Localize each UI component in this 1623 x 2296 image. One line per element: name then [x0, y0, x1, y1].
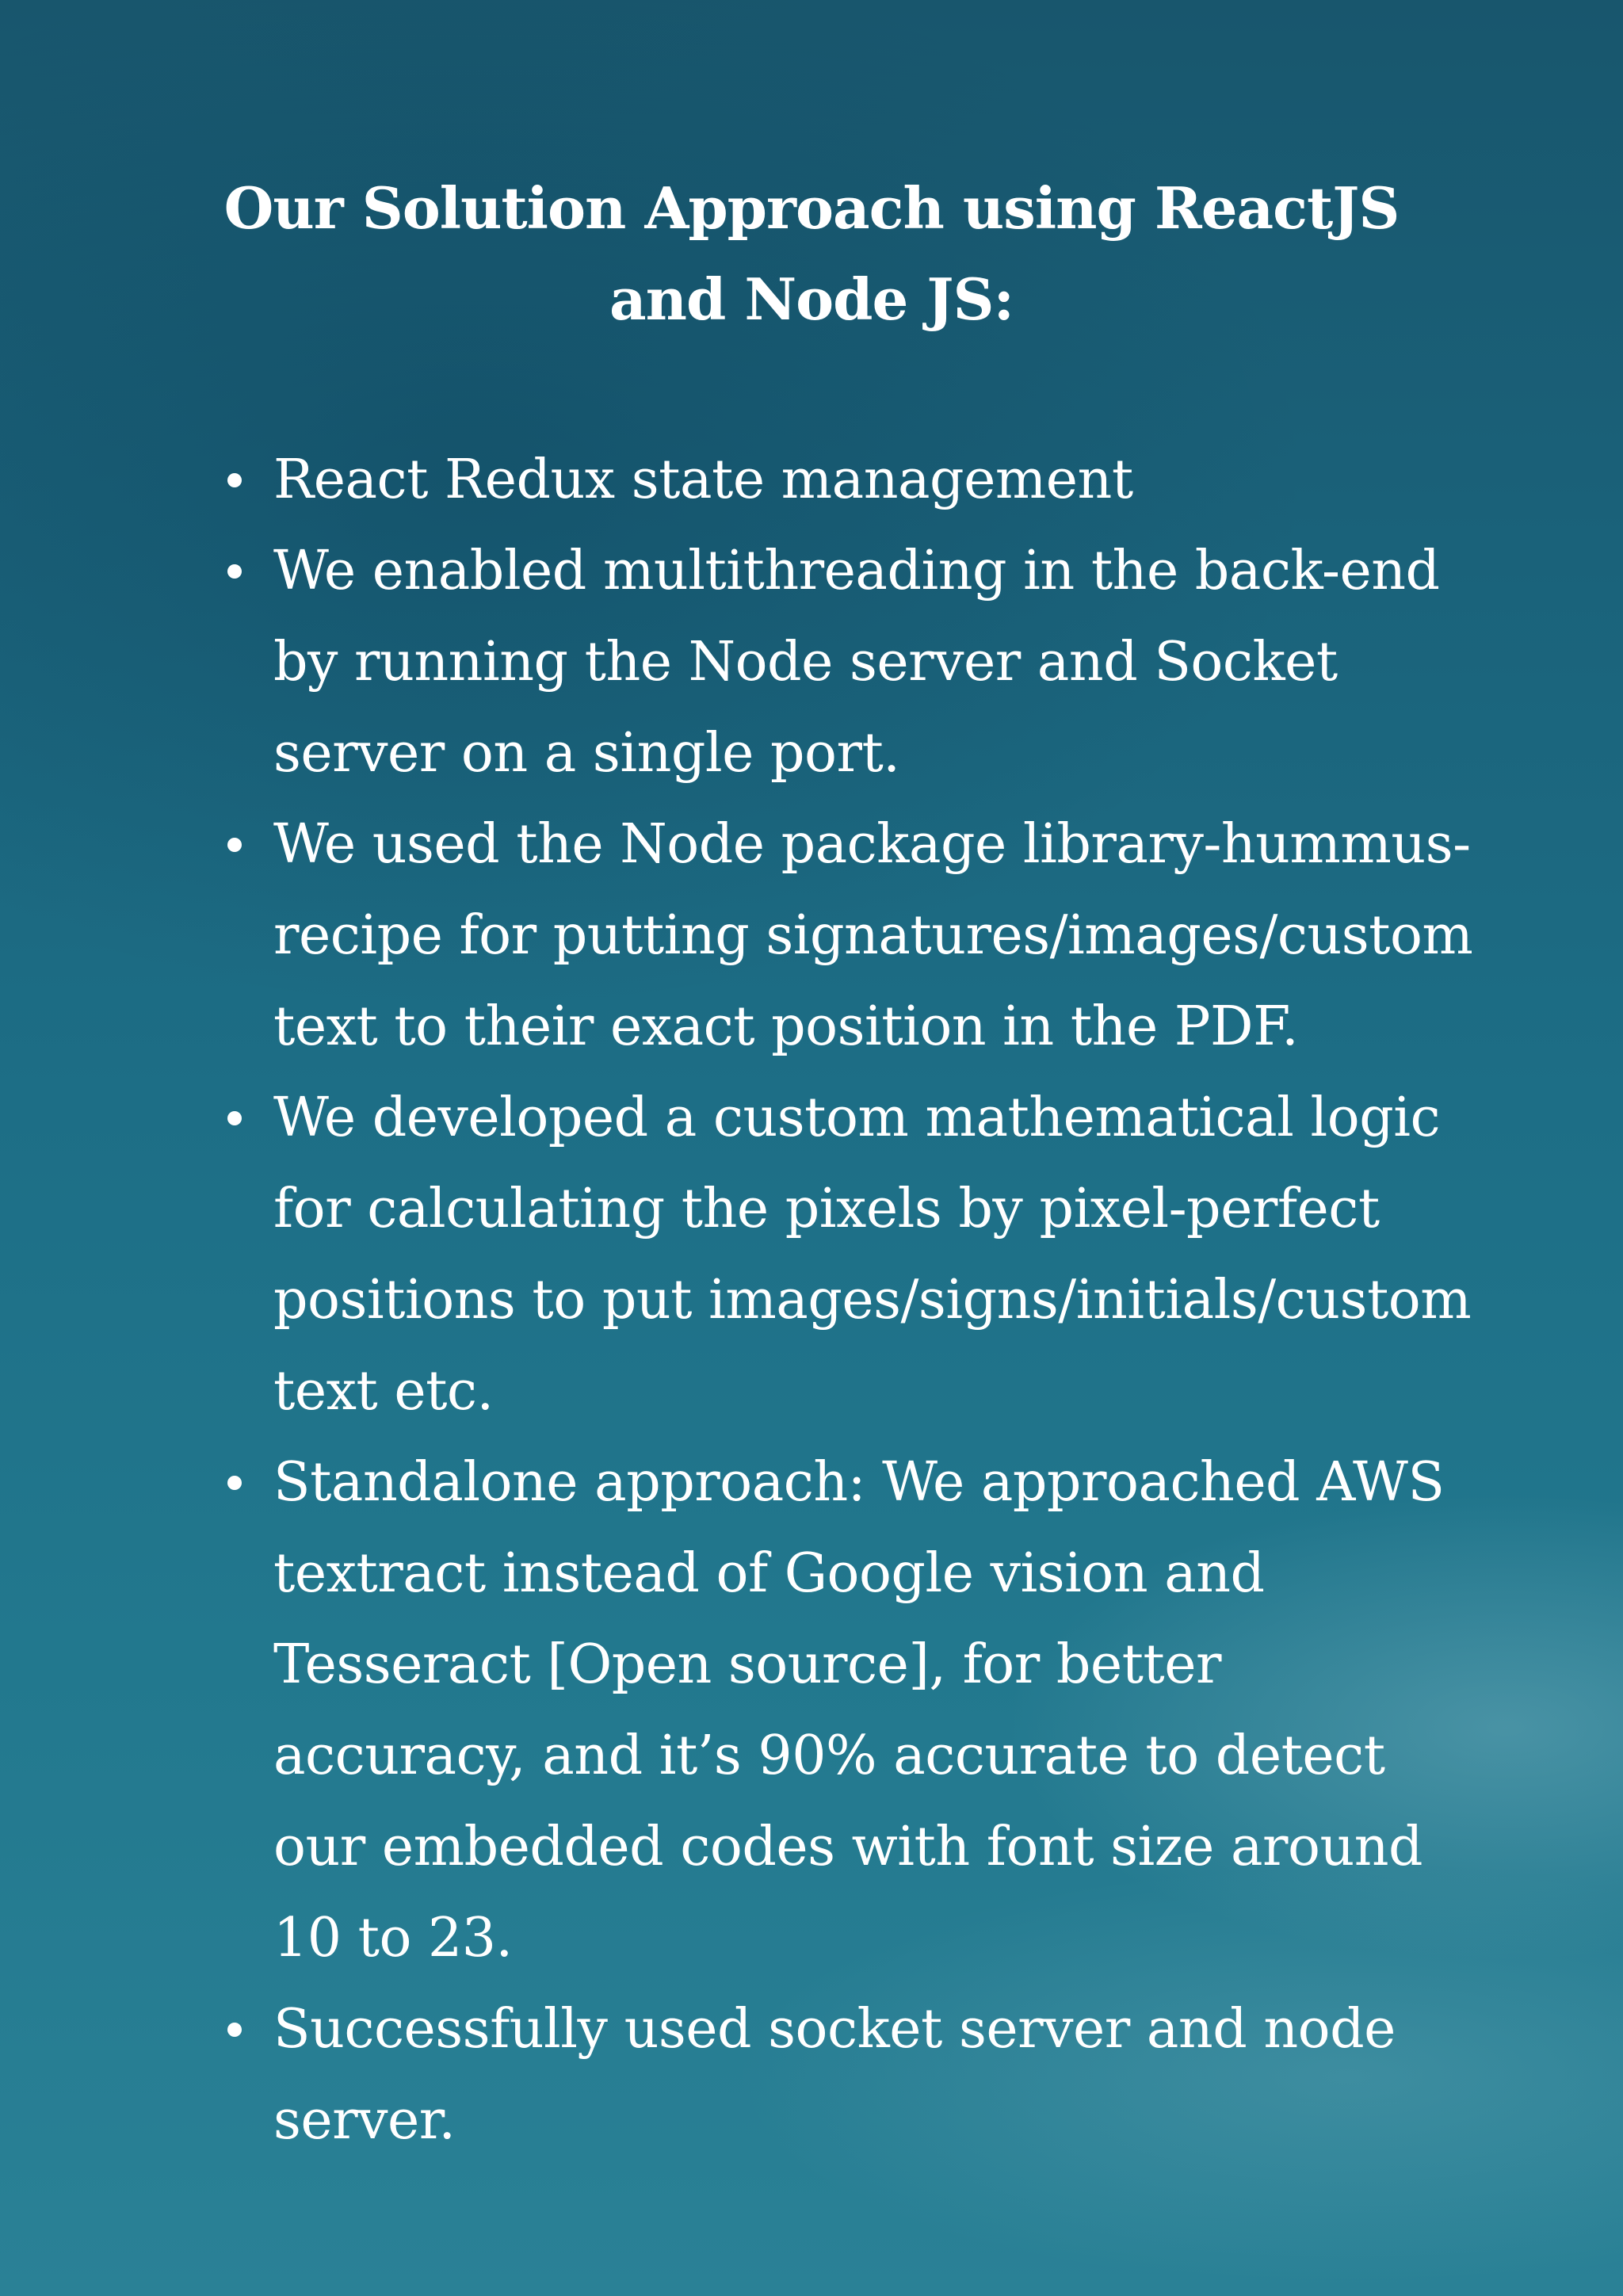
bullet-dot-icon: [227, 2023, 242, 2037]
bullet-dot-icon: [227, 473, 242, 487]
bullet-dot-icon: [227, 838, 242, 852]
list-item: [273, 525, 1478, 799]
bullet-dot-icon: [227, 1476, 242, 1490]
list-item: [273, 1984, 1478, 2166]
list-item: [273, 434, 1478, 525]
list-item-text: We developed a custom mathematical logic for calculating the pixels by pixel-perfect positions to put images/signs/initials/custom text etc.: [273, 1087, 1472, 1423]
list-item: [273, 1437, 1478, 1984]
list-item: [273, 799, 1478, 1072]
list-item-text: We enabled multithreading in the back-end by running the Node server and Socket server on a single port.: [273, 540, 1440, 785]
list-item-text: Successfully used socket server and node server.: [273, 1998, 1396, 2152]
bullet-list: [273, 434, 1478, 2166]
page-title: Our Solution Approach using ReactJS and Node JS:: [223, 174, 1400, 333]
list-item: [273, 1072, 1478, 1437]
list-item-text: Standalone approach: We approached AWS textract instead of Google vision and Tesseract [Open source], for better accuracy, and it’s 90% accurate to detect our embedded codes with font size around 10 to 23.: [273, 1451, 1445, 1969]
list-item-text: We used the Node package library-hummus-recipe for putting signatures/images/custom text to their exact position in the PDF.: [273, 813, 1473, 1058]
bullet-dot-icon: [227, 1111, 242, 1125]
list-item-text: React Redux state management: [273, 449, 1133, 511]
bullet-dot-icon: [227, 564, 242, 579]
